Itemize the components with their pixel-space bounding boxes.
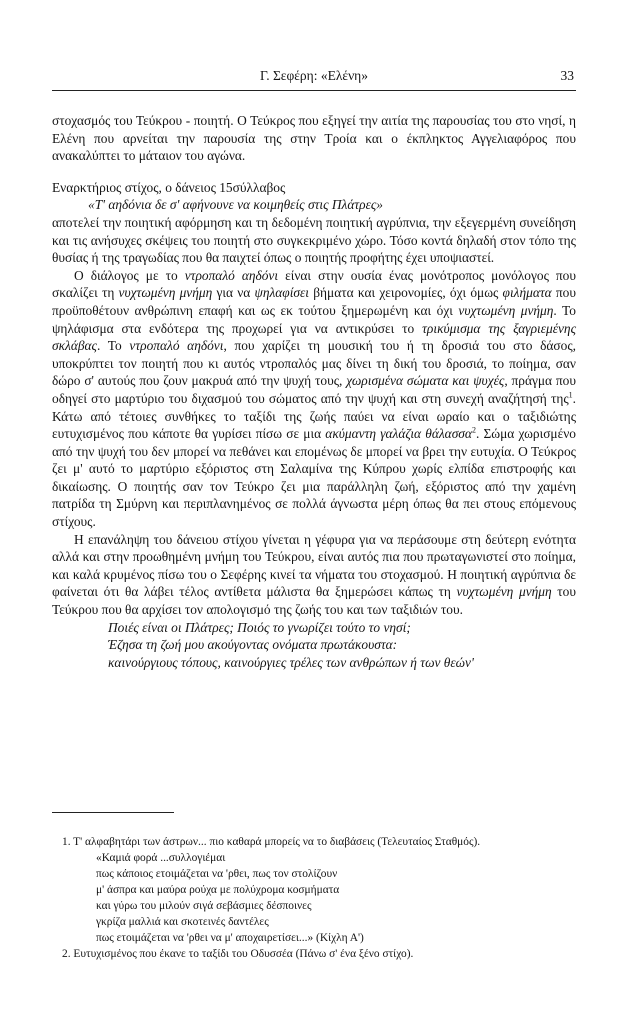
- text-run: Ο διάλογος με το: [74, 267, 185, 283]
- text-run: βήματα και χειρονομίες, όχι όμως: [309, 285, 503, 301]
- text-run: , πράγμα που οδηγεί στο μαρτύριο του διχασμού του σώματος από την ψυχή και στη συνεχή αναζήτησή της: [52, 373, 577, 406]
- poem-line: μ' άσπρα και μαύρα ρούχα με πολύχρομα κοσμήματα: [96, 884, 340, 896]
- footnote-ref-2[interactable]: 2: [471, 425, 476, 435]
- main-text: [52, 112, 576, 671]
- verse-line: καινούργιους τόπους, καινούργιες τρέλες των ανθρώπων ή των θεών': [108, 654, 474, 670]
- text-run: του Τεύκρου που θα αρχίσει τον απολογισμό της ζωής του και των ταξιδιών του.: [52, 584, 577, 618]
- footnote-rule: [52, 812, 174, 813]
- page-number: 33: [560, 68, 574, 83]
- italic-run: νυχτωμένη μνήμη: [118, 285, 213, 301]
- text-run: Η επανάληψη του δάνειου στίχου γίνεται η γέφυρα για να περάσουμε στη δεύτερη ενότητα αλλά και στην προωθημένη μνήμη του Τεύκρου, είναι αυτός πια που πρωταγωνιστεί στο ποίημα, και καλά κρυμένος πίσω του ο Σεφέρης κινεί τα νήματα του στοχασμού. Η ποιητική αγρύπνια δε φαίνεται ότι θα λάβει τέλος αντίθετα μάλιστα θα ξημερώσει κάπως τη: [52, 531, 576, 600]
- poem-line: γκρίζα μαλλιά και σκοτεινές δαντέλες: [96, 916, 269, 928]
- running-header: [54, 68, 574, 86]
- paragraph-2-lead: Εναρκτήριος στίχος, ο δάνειος 15σύλλαβος: [52, 179, 286, 195]
- text-run: για να: [212, 285, 255, 301]
- text-run: . Κάτω από τέτοιες συνθήκες το ταξίδι της ζωής παύει να είναι ωραίο και ο ταξιδιώτης ευτυχισμένος που κάποτε θα γυρίσει πίσω σε μια: [52, 390, 576, 442]
- italic-run: ντροπαλό αηδόνι: [129, 338, 224, 354]
- italic-run: χωρισμένα σώματα και ψυχές: [346, 373, 505, 389]
- poem-line: «Καμιά φορά ...συλλογιέμαι: [96, 852, 226, 864]
- text-run: . Το: [97, 338, 130, 354]
- verse-line: Ποιές είναι οι Πλάτρες; Ποιός το γνωρίζει τούτο το νησί;: [108, 619, 411, 635]
- borrowed-verse-quote: «Τ' αηδόνια δε σ' αφήνουνε να κοιμηθείς στις Πλάτρες»: [88, 197, 383, 213]
- italic-run: νυχτωμένη μνήμη: [456, 584, 552, 600]
- italic-run: τρικύμισμα της ξαγριεμένης σκλάβας: [52, 320, 577, 354]
- poem-line: πως ετοιμάζεται να 'ρθει να μ' αποχαιρετίσει...» (Κίχλη Α'): [96, 932, 364, 944]
- paragraph-3: [52, 267, 576, 531]
- text-run: που προϋποθέτουν ανθρώπινη επαφή και ως εκ τούτου ξημερωμένη και όχι: [52, 285, 577, 318]
- poem-line: και γύρω του μιλούν σιγά σεβάσμιες δέσποινες: [96, 900, 312, 912]
- paragraph-2-text: αποτελεί την ποιητική αφόρμηση και τη δεδομένη ποιητική αγρύπνια, την εξεγερμένη συνείδηση και τις ανήσυχες σκέψεις του ποιητή στο συγκεκριμένο χώρο. Τόσο κοντά δηλαδή στον τόπο της θυσίας ή της τραγωδίας που θα παιχτεί όπως ο ποιητής προφήτης έχει υποψιαστεί.: [52, 214, 576, 266]
- italic-run: ακύμαντη γαλάζια θάλασσα: [325, 426, 472, 442]
- italic-run: ψηλαφίσει: [254, 285, 310, 301]
- text-run: είναι στην ουσία ένας μονότροπος μονόλογος που σκαλίζει τη: [52, 267, 576, 301]
- paragraph-4: [52, 531, 576, 619]
- text-run: , που χαρίζει τη μουσική του ή τη δροσιά του στο δάσος, υποκρύπτει τον ποιητή που κι αυτός ντροπαλός μας δίνει τη δική του δροσιά, το ποίημα, σαν δώρο σ' αυτούς που ζουν μακρυά από την ψυχή τους,: [52, 338, 576, 389]
- paragraph-1: στοχασμός του Τεύκρου - ποιητή. Ο Τεύκρος που εξηγεί την αιτία της παρουσίας του στο νησί, η Ελένη που αρνείται την παρουσία της στην Τροία και ο έκπληκτος Αγγελιαφόρος που ανακαλύπτει το μάταιον του αγώνα.: [52, 113, 576, 164]
- italic-run: νυχτωμένη μνήμη: [458, 302, 554, 318]
- footnotes: [52, 834, 576, 962]
- text-run: . Σώμα χωρισμένο από την ψυχή του δεν μπορεί να πεθάνει και επομένως δε μπορεί να βρει την ευτυχία. Ο Τεύκρος ζει μ' αυτό το μαρτύριο εξόριστος στη Σαλαμίνα της Κύπρου χωρίς ελπίδα επιστροφής και δικαίωσης. Ο ποιητής σαν τον Τεύκρο ζει μια παράλληλη ζωή, εξόριστος από την χαμένη πατρίδα τη Σμύρνη και περιπλανημένος σε πολλά άγνωστα μέρη όπως θα πει στους επόμενους στίχους.: [52, 426, 576, 530]
- footnote-2: 2. Ευτυχισμένος που έκανε το ταξίδι του Οδυσσέα (Πάνω σ' ένα ξένο στίχο).: [62, 948, 414, 960]
- footnote-1: 1. Τ' αλφαβητάρι των άστρων... πιο καθαρά μπορείς να το διαβάσεις (Τελευταίος Σταθμός).: [62, 836, 481, 848]
- verse-line: Έζησα τη ζωή μου ακούγοντας ονόματα πρωτάκουστα:: [108, 637, 398, 653]
- header-rule: [52, 90, 576, 91]
- footnote-1-poem: [52, 850, 576, 946]
- footnote-ref-1[interactable]: 1: [568, 390, 573, 400]
- running-title: Γ. Σεφέρη: «Ελένη»: [260, 68, 368, 83]
- text-run: . Το ψηλάφισμα στα ενδότερα της προχωρεί για να αντικρύσει το: [52, 302, 576, 336]
- italic-run: ντροπαλό αηδόνι: [184, 267, 279, 283]
- verse-quote: [52, 619, 576, 672]
- italic-run: φιλήματα: [502, 285, 552, 301]
- poem-line: πως κάποιος ετοιμάζεται να 'ρθει, πως τον στολίζουν: [96, 868, 338, 880]
